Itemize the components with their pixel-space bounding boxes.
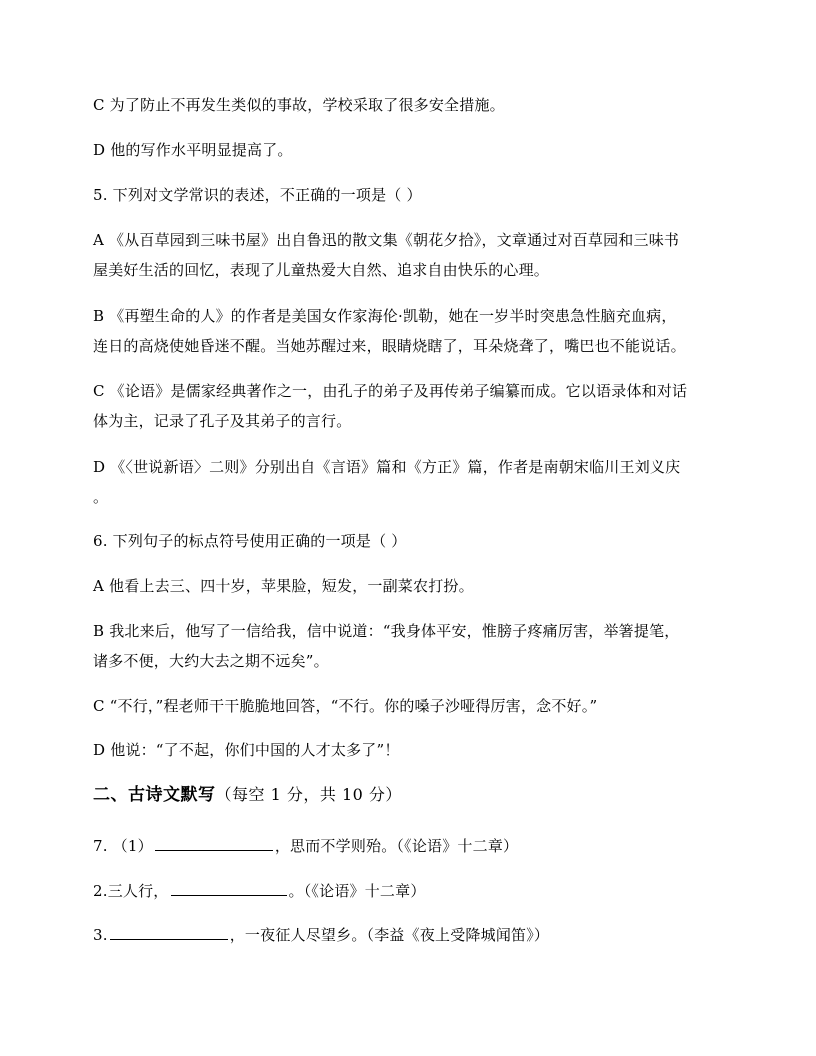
q5-option-a-line2: 屋美好生活的回忆，表现了儿童热爱大自然、追求自由快乐的心理。	[93, 261, 550, 279]
q7-line3-prefix: 3.	[93, 926, 108, 944]
q6-option-a: A 他看上去三、四十岁，苹果脸，短发，一副菜农打扮。	[93, 577, 474, 595]
section-heading	[93, 786, 733, 804]
q5-stem: 5. 下列对文学常识的表述，不正确的一项是（ ）	[93, 186, 422, 204]
q7-line1-suffix: ，思而不学则殆。（《论语》十二章）	[274, 837, 519, 855]
q7-line1-prefix: 7. （1）	[93, 837, 153, 855]
answer-blank-2[interactable]	[171, 880, 287, 896]
q7-line3	[93, 924, 733, 944]
q7-line2-prefix: 2.三人行，	[93, 882, 169, 900]
q5-option-c-line2: 体为主，记录了孔子及其弟子的言行。	[93, 412, 352, 430]
q6-stem: 6. 下列句子的标点符号使用正确的一项是（ ）	[93, 532, 407, 550]
q5-option-a-line1: A 《从百草园到三味书屋》出自鲁迅的散文集《朝花夕拾》，文章通过对百草园和三味书	[93, 231, 680, 249]
answer-blank-3[interactable]	[110, 924, 228, 940]
q7-line2-suffix: 。（《论语》十二章）	[288, 882, 426, 900]
answer-blank-1[interactable]	[155, 835, 273, 851]
section-title: 二、古诗文默写	[93, 785, 216, 805]
q4-option-c: C 为了防止不再发生类似的事故，学校采取了很多安全措施。	[93, 96, 505, 114]
q6-option-b-line2: 诸多不便，大约大去之期不远矣”。	[93, 652, 329, 670]
q6-option-d: D 他说：“了不起，你们中国的人才太多了”！	[93, 741, 400, 759]
q5-option-d-line1: D 《〈世说新语〉二则》分别出自《言语》篇和《方正》篇，作者是南朝宋临川王刘义庆	[93, 458, 681, 476]
q5-option-b-line2: 连日的高烧使她昏迷不醒。当她苏醒过来，眼睛烧瞎了，耳朵烧聋了，嘴巴也不能说话。	[93, 337, 686, 355]
q6-option-b-line1: B 我北来后，他写了一信给我，信中说道：“我身体平安，惟膀子疼痛厉害，举箸提笔，	[93, 622, 680, 640]
q4-option-d: D 他的写作水平明显提高了。	[93, 141, 293, 159]
q7-line3-suffix: ，一夜征人尽望乡。（李益《夜上受降城闻笛》）	[229, 926, 550, 944]
q7-line1	[93, 835, 733, 855]
q6-option-c: C “不行，”程老师干干脆脆地回答，“不行。你的嗓子沙哑得厉害，念不好。”	[93, 697, 598, 715]
q5-option-c-line1: C 《论语》是儒家经典著作之一，由孔子的弟子及再传弟子编纂而成。它以语录体和对话	[93, 382, 688, 400]
q5-option-d-line2: 。	[93, 488, 109, 506]
q5-option-b-line1: B 《再塑生命的人》的作者是美国女作家海伦·凯勒，她在一岁半时突患急性脑充血病，	[93, 307, 677, 325]
section-score: （每空 1 分，共 10 分）	[215, 785, 402, 804]
q7-line2	[93, 880, 733, 900]
